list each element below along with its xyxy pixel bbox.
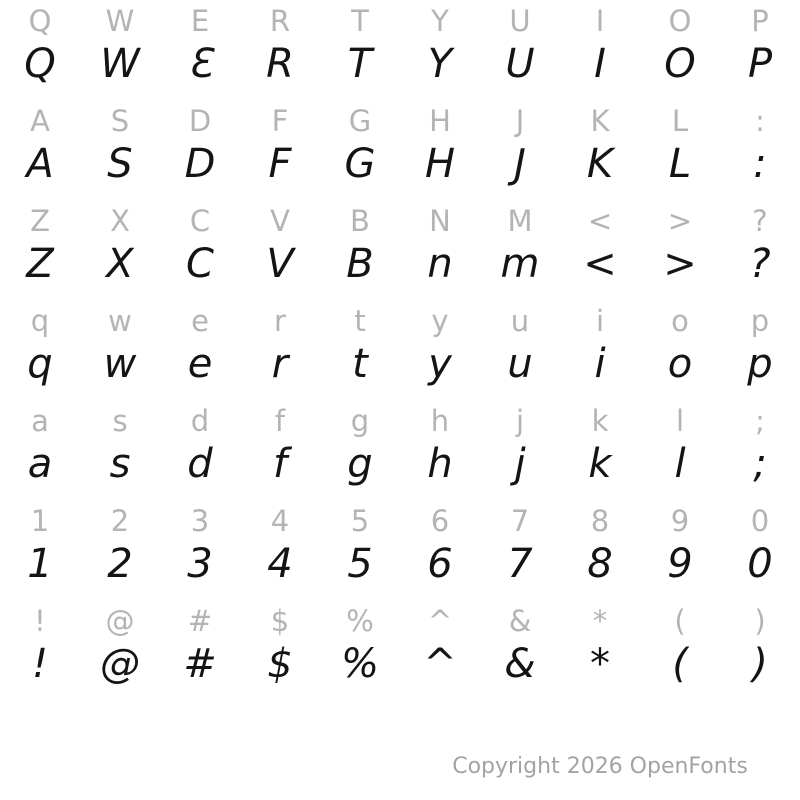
glyph-cell: 0 [747, 541, 773, 587]
glyph-cell: ! [34, 604, 46, 638]
glyph-cell: 6 [430, 504, 450, 538]
reference-line [0, 104, 800, 138]
glyph-cell: h [427, 441, 453, 487]
glyph-cell: & [508, 604, 532, 638]
glyph-cell: O [668, 4, 692, 38]
specimen-line [0, 541, 800, 588]
glyph-cell: > [667, 204, 693, 238]
glyph-cell: 9 [667, 541, 693, 587]
glyph-cell: F [268, 141, 292, 187]
glyph-cell: 9 [670, 504, 690, 538]
glyph-cell: t [352, 341, 368, 387]
glyph-cell: K [586, 141, 614, 187]
glyph-cell: ^ [427, 604, 453, 638]
glyph-cell: T [347, 41, 373, 87]
glyph-cell: V [266, 241, 294, 287]
glyph-cell: ! [31, 641, 49, 687]
glyph-cell: W [105, 4, 135, 38]
glyph-cell: p [747, 341, 773, 387]
glyph-cell: p [750, 304, 770, 338]
glyph-cell: ( [672, 641, 688, 687]
glyph-cell: Q [24, 41, 56, 87]
glyph-cell: V [270, 204, 290, 238]
glyph-cell: F [271, 104, 289, 138]
glyph-cell: * [590, 641, 610, 687]
copyright-footer: Copyright 2026 OpenFonts [452, 754, 748, 779]
glyph-row-symbols [0, 600, 800, 700]
glyph-cell: 1 [30, 504, 50, 538]
glyph-cell: I [594, 41, 606, 87]
specimen-line [0, 141, 800, 188]
glyph-row-lowercase-home [0, 400, 800, 500]
glyph-cell: 7 [507, 541, 533, 587]
glyph-cell: d [187, 441, 213, 487]
glyph-cell: 6 [427, 541, 453, 587]
specimen-line [0, 441, 800, 488]
glyph-cell: r [271, 341, 289, 387]
specimen-line [0, 241, 800, 288]
glyph-cell: r [274, 304, 286, 338]
glyph-cell: o [671, 304, 689, 338]
glyph-cell: S [110, 104, 130, 138]
glyph-cell: 2 [107, 541, 133, 587]
glyph-cell: U [505, 41, 535, 87]
glyph-cell: 7 [510, 504, 530, 538]
glyph-cell: M [507, 204, 533, 238]
glyph-cell: 0 [750, 504, 770, 538]
glyph-cell: ; [755, 404, 765, 438]
reference-line [0, 604, 800, 638]
glyph-cell: 3 [187, 541, 213, 587]
glyph-cell: y [431, 304, 449, 338]
glyph-cell: s [109, 441, 131, 487]
glyph-cell: ? [749, 241, 771, 287]
glyph-cell: f [274, 404, 286, 438]
glyph-cell: 4 [267, 541, 293, 587]
glyph-cell: $ [267, 641, 293, 687]
glyph-cell: k [588, 441, 612, 487]
glyph-cell: J [514, 141, 526, 187]
glyph-cell: l [675, 404, 685, 438]
glyph-cell: ; [753, 441, 767, 487]
glyph-cell: j [515, 404, 525, 438]
glyph-cell: G [344, 141, 376, 187]
glyph-cell: U [509, 4, 531, 38]
glyph-cell: ^ [423, 641, 457, 687]
glyph-cell: w [108, 304, 132, 338]
glyph-cell: N [429, 204, 451, 238]
glyph-cell: 1 [27, 541, 53, 587]
glyph-cell: k [591, 404, 609, 438]
glyph-cell: 2 [110, 504, 130, 538]
glyph-cell: q [30, 304, 50, 338]
glyph-cell: E [190, 4, 210, 38]
glyph-cell: a [27, 441, 53, 487]
glyph-cell: w [103, 341, 137, 387]
glyph-cell: 4 [270, 504, 290, 538]
glyph-cell: R [266, 41, 294, 87]
glyph-cell: D [188, 104, 212, 138]
glyph-cell: ? [752, 204, 768, 238]
glyph-cell: y [428, 341, 452, 387]
glyph-cell: C [189, 204, 211, 238]
glyph-cell: O [664, 41, 696, 87]
glyph-cell: Z [30, 204, 50, 238]
glyph-cell: $ [270, 604, 290, 638]
glyph-cell: C [186, 241, 214, 287]
glyph-cell: A [30, 104, 50, 138]
glyph-row-digits [0, 500, 800, 600]
glyph-cell: # [187, 604, 213, 638]
glyph-cell: j [514, 441, 526, 487]
reference-line [0, 404, 800, 438]
glyph-cell: h [430, 404, 450, 438]
glyph-cell: L [668, 141, 692, 187]
glyph-cell: & [504, 641, 536, 687]
glyph-cell: i [594, 341, 606, 387]
glyph-cell: Q [28, 4, 52, 38]
glyph-cell: X [110, 204, 130, 238]
glyph-cell: d [190, 404, 210, 438]
glyph-cell: 8 [590, 504, 610, 538]
glyph-cell: s [112, 404, 128, 438]
glyph-cell: H [429, 104, 451, 138]
glyph-cell: G [348, 104, 372, 138]
glyph-row-lowercase-qwerty [0, 300, 800, 400]
glyph-cell: Y [431, 4, 449, 38]
glyph-cell: R [269, 4, 291, 38]
specimen-line [0, 641, 800, 688]
reference-line [0, 4, 800, 38]
glyph-cell: W [100, 41, 140, 87]
glyph-cell: t [354, 304, 366, 338]
glyph-cell: o [667, 341, 693, 387]
glyph-cell: P [747, 41, 773, 87]
glyph-cell: D [184, 141, 216, 187]
glyph-cell: # [183, 641, 217, 687]
glyph-cell: B [350, 204, 370, 238]
glyph-cell: % [340, 641, 379, 687]
glyph-cell: 8 [587, 541, 613, 587]
glyph-cell: q [27, 341, 53, 387]
glyph-cell: B [346, 241, 374, 287]
glyph-cell: < [583, 241, 617, 287]
glyph-cell: H [424, 141, 456, 187]
glyph-cell: < [587, 204, 613, 238]
glyph-cell: i [595, 304, 605, 338]
glyph-cell: L [671, 104, 689, 138]
reference-line [0, 304, 800, 338]
glyph-cell: : [753, 141, 767, 187]
glyph-cell: T [351, 4, 369, 38]
specimen-line [0, 41, 800, 88]
glyph-cell: g [347, 441, 373, 487]
glyph-cell: ) [754, 604, 766, 638]
reference-line [0, 204, 800, 238]
glyph-cell: S [107, 141, 133, 187]
specimen-line [0, 341, 800, 388]
glyph-cell: Z [26, 241, 54, 287]
glyph-cell: f [272, 441, 288, 487]
glyph-cell: g [350, 404, 370, 438]
glyph-cell: 3 [190, 504, 210, 538]
reference-line [0, 504, 800, 538]
glyph-cell: : [755, 104, 765, 138]
glyph-cell: % [346, 604, 374, 638]
glyph-cell: Ɛ [187, 41, 213, 87]
glyph-cell: l [674, 441, 686, 487]
glyph-row-uppercase-bottom [0, 200, 800, 300]
glyph-cell: > [663, 241, 697, 287]
glyph-cell: u [507, 341, 533, 387]
glyph-cell: J [515, 104, 525, 138]
glyph-cell: 5 [350, 504, 370, 538]
glyph-cell: @ [105, 604, 135, 638]
glyph-cell: u [510, 304, 530, 338]
glyph-cell: ( [674, 604, 686, 638]
glyph-cell: K [590, 104, 610, 138]
glyph-cell: * [592, 604, 608, 638]
glyph-cell: ) [752, 641, 768, 687]
glyph-cell: A [26, 141, 54, 187]
glyph-cell: Y [427, 41, 453, 87]
glyph-cell: e [187, 341, 213, 387]
glyph-cell: @ [100, 641, 140, 687]
glyph-row-uppercase-qwerty [0, 0, 800, 100]
glyph-cell: X [106, 241, 134, 287]
glyph-cell: 5 [347, 541, 373, 587]
glyph-row-uppercase-home [0, 100, 800, 200]
glyph-cell: a [31, 404, 49, 438]
glyph-cell: n [427, 241, 453, 287]
glyph-cell: P [751, 4, 769, 38]
glyph-cell: m [500, 241, 540, 287]
glyph-cell: I [595, 4, 605, 38]
glyph-cell: e [191, 304, 209, 338]
